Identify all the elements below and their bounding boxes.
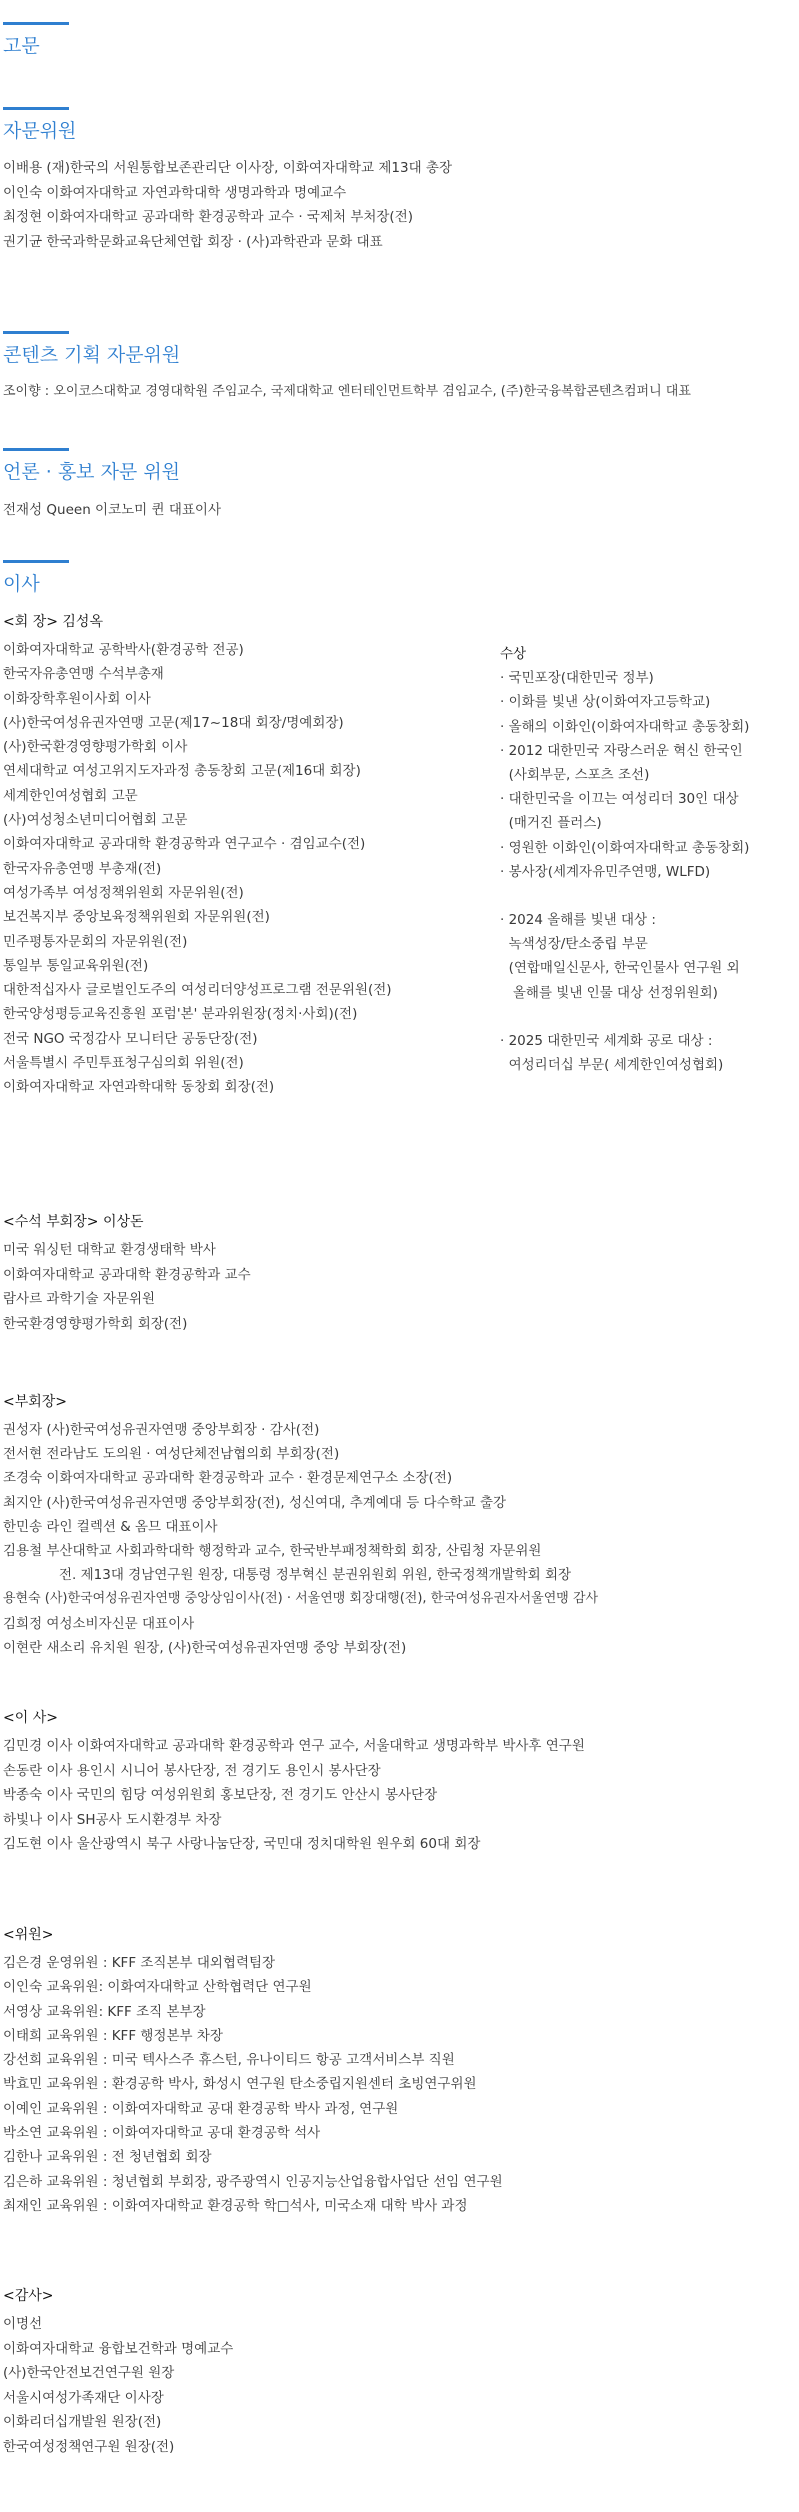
section-press	[0, 448, 799, 522]
section-accent-bar	[3, 22, 69, 25]
chairman-awards-list	[500, 642, 749, 1077]
chairman-block	[0, 610, 799, 1100]
list-item: 대한적십자사 글로벌인도주의 여성리더양성프로그램 전문위원(전)	[3, 982, 392, 999]
list-item: 이화여자대학교 공과대학 환경공학과 교수	[3, 1266, 251, 1283]
list-item: 이화여자대학교 공과대학 환경공학과 연구교수 · 겸임교수(전)	[3, 836, 366, 853]
senior-vice-heading: <수석 부회장> 이상돈	[3, 1214, 144, 1230]
senior-vice-list	[3, 1238, 799, 1336]
list-item: 권성자 (사)한국여성유권자연맹 중앙부회장 · 감사(전)	[3, 1422, 320, 1438]
vice-list	[3, 1418, 799, 1660]
list-item: 미국 워싱턴 대학교 환경생태학 박사	[3, 1242, 216, 1258]
list-item: 김민경 이사 이화여자대학교 공과대학 환경공학과 연구 교수, 서울대학교 생명과학부 박사후 연구원	[3, 1738, 585, 1754]
section-title-consulting: 자문위원	[3, 120, 77, 142]
award-item: · 2024 올해를 빛낸 대상 :	[500, 912, 656, 929]
award-spacer	[500, 1005, 749, 1029]
list-item: 통일부 통일교육위원(전)	[3, 957, 149, 974]
section-board	[0, 560, 799, 596]
award-item: · 이화를 빛낸 상(이화여자고등학교)	[500, 694, 711, 711]
list-item: 이예인 교육위원 : 이화여자대학교 공대 환경공학 박사 과정, 연구원	[3, 2100, 399, 2117]
auditor-list	[3, 2312, 799, 2459]
award-item: · 봉사장(세계자유민주연맹, WLFD)	[500, 863, 711, 880]
list-item: 조경숙 이화여자대학교 공과대학 환경공학과 교수 · 환경문제연구소 소장(전)	[3, 1470, 453, 1487]
award-item: (연합매일신문사, 한국인물사 연구원 외	[500, 960, 740, 977]
list-item: 서울특별시 주민투표청구심의회 위원(전)	[3, 1055, 244, 1072]
award-item: 올해를 빛낸 인물 대상 선정위원회)	[500, 984, 718, 1001]
list-item: 한민송 라인 컬렉션 & 옴므 대표이사	[3, 1518, 218, 1535]
list-item: 이현란 새소리 유치원 원장, (사)한국여성유권자연맹 중앙 부회장(전)	[3, 1639, 407, 1656]
list-item: 최재인 교육위원 : 이화여자대학교 환경공학 학□석사, 미국소재 대학 박사 과정	[3, 2197, 468, 2214]
list-item: (사)여성청소년미디어협회 고문	[3, 812, 188, 829]
list-item: 서울시여성가족재단 이사장	[3, 2389, 164, 2406]
list-item: 이화여자대학교 자연과학대학 동창회 회장(전)	[3, 1079, 275, 1096]
list-item: 보건복지부 중앙보육정책위원회 자문위원(전)	[3, 909, 270, 926]
list-item: 김용철 부산대학교 사회과학대학 행정학과 교수, 한국반부패정책학회 회장, 산림청 자문위원	[3, 1543, 542, 1560]
section-title-board: 이사	[3, 573, 40, 595]
list-item: 여성가족부 여성정책위원회 자문위원(전)	[3, 884, 244, 901]
list-item: 전. 제13대 경남연구원 원장, 대통령 정부혁신 분권위원회 위원, 한국정책개발학회 회장	[59, 1567, 572, 1584]
award-item: · 2025 대한민국 세계화 공로 대상 :	[500, 1032, 713, 1049]
list-item: 이인숙 이화여자대학교 자연과학대학 생명과학과 명예교수	[3, 184, 347, 201]
section-title-contents: 콘텐츠 기획 자문위원	[3, 344, 181, 366]
list-item: 김한나 교육위원 : 전 청년협회 회장	[3, 2149, 212, 2166]
list-item: 전서현 전라남도 도의원 · 여성단체전남협의회 부회장(전)	[3, 1446, 340, 1463]
list-item: 세계한인여성협회 고문	[3, 787, 138, 804]
list-item: 박소연 교육위원 : 이화여자대학교 공대 환경공학 석사	[3, 2125, 321, 2142]
list-item: 한국자유총연맹 부총재(전)	[3, 860, 162, 877]
award-item: (사회부문, 스포츠 조선)	[500, 767, 650, 784]
section-accent-bar	[3, 107, 69, 110]
awards-heading: 수상	[500, 646, 527, 662]
award-item: (매거진 플러스)	[500, 815, 602, 832]
section-consulting	[0, 107, 799, 254]
vice-block	[0, 1390, 799, 1660]
contents-list	[3, 380, 799, 404]
list-item: 이배용 (재)한국의 서원통합보존관리단 이사장, 이화여자대학교 제13대 총장	[3, 160, 452, 176]
section-contents	[0, 331, 799, 404]
members-block	[0, 1923, 799, 2218]
section-accent-bar	[3, 560, 69, 563]
list-item: 이화장학후원이사회 이사	[3, 690, 151, 707]
list-item: 한국양성평등교육진흥원 포럼'본' 분과위원장(정치·사회)(전)	[3, 1006, 358, 1023]
list-item: 김은하 교육위원 : 청년협회 부회장, 광주광역시 인공지능산업융합사업단 선임 연구원	[3, 2173, 503, 2190]
directors-heading: <이 사>	[3, 1710, 58, 1726]
members-list	[3, 1951, 799, 2218]
section-accent-bar	[3, 448, 69, 451]
list-item: 민주평통자문회의 자문위원(전)	[3, 933, 188, 950]
list-item: 김은경 운영위원 : KFF 조직본부 대외협력팀장	[3, 1955, 276, 1971]
award-item: · 2012 대한민국 자랑스러운 혁신 한국인	[500, 742, 743, 759]
list-item: 강선희 교육위원 : 미국 텍사스주 휴스턴, 유나이티드 항공 고객서비스부 직원	[3, 2052, 455, 2069]
chairman-heading: <회 장> 김성옥	[3, 614, 103, 630]
list-item: 이태희 교육위원 : KFF 행정본부 차장	[3, 2027, 223, 2044]
list-item: (사)한국여성유권자연맹 고문(제17~18대 회장/명예회장)	[3, 714, 344, 731]
list-item: 이화여자대학교 융합보건학과 명예교수	[3, 2340, 234, 2357]
award-item: 여성리더십 부문( 세계한인여성협회)	[500, 1057, 724, 1074]
list-item: (사)한국안전보건연구원 원장	[3, 2365, 175, 2381]
list-item: 한국여성정책연구원 원장(전)	[3, 2438, 175, 2455]
award-spacer	[500, 884, 749, 908]
list-item: 김도현 이사 울산광역시 북구 사랑나눔단장, 국민대 정치대학원 원우회 60대 회장	[3, 1836, 481, 1852]
list-item: 조이향 : 오이코스대학교 경영대학원 주임교수, 국제대학교 엔터테인먼트학부 겸임교수, (주)한국융복합콘텐츠컴퍼니 대표	[3, 384, 691, 399]
list-item: 박종숙 이사 국민의 힘당 여성위원회 홍보단장, 전 경기도 안산시 봉사단장	[3, 1787, 438, 1803]
list-item: 김희정 여성소비자신문 대표이사	[3, 1615, 195, 1632]
list-item: 최지안 (사)한국여성유권자연맹 중앙부회장(전), 성신여대, 추계예대 등 다수학교 출강	[3, 1494, 507, 1511]
section-title-press: 언론 · 홍보 자문 위원	[3, 461, 181, 483]
list-item: 용현숙 (사)한국여성유권자연맹 중앙상임이사(전) · 서울연맹 회장대행(전), 한국여성유권자서울연맹 감사	[3, 1591, 599, 1607]
award-item: · 대한민국을 이끄는 여성리더 30인 대상	[500, 791, 739, 808]
list-item: 한국환경영향평가학회 회장(전)	[3, 1315, 188, 1332]
list-item: 최정현 이화여자대학교 공과대학 환경공학과 교수 · 국제처 부처장(전)	[3, 209, 414, 225]
list-item: 이명선	[3, 2316, 43, 2332]
list-item: 하빛나 이사 SH공사 도시환경부 차장	[3, 1811, 222, 1828]
list-item: 손동란 이사 용인시 시니어 봉사단장, 전 경기도 용인시 봉사단장	[3, 1762, 381, 1779]
list-item: 한국자유총연맹 수석부총재	[3, 666, 164, 683]
list-item: 이화여자대학교 공학박사(환경공학 전공)	[3, 642, 244, 658]
auditor-heading: <감사>	[3, 2288, 54, 2304]
list-item: 권기균 한국과학문화교육단체연합 회장 · (사)과학관과 문화 대표	[3, 233, 383, 250]
list-item: 연세대학교 여성고위지도자과정 총동창회 고문(제16대 회장)	[3, 763, 361, 780]
directors-list	[3, 1734, 799, 1857]
consulting-list	[3, 156, 799, 254]
list-item: 전국 NGO 국정감사 모니터단 공동단장(전)	[3, 1030, 258, 1047]
list-item: 서영상 교육위원: KFF 조직 본부장	[3, 2003, 206, 2020]
list-item: 이인숙 교육위원: 이화여자대학교 산학협력단 연구원	[3, 1979, 312, 1996]
directors-block	[0, 1706, 799, 1857]
award-item: · 국민포장(대한민국 정부)	[500, 670, 654, 687]
award-item: · 영원한 이화인(이화여자대학교 총동창회)	[500, 839, 750, 856]
award-item: · 올해의 이화인(이화여자대학교 총동창회)	[500, 718, 750, 735]
senior-vice-block	[0, 1210, 799, 1336]
list-item: 박효민 교육위원 : 환경공학 박사, 화성시 연구원 탄소중립지원센터 초빙연구위원	[3, 2076, 477, 2093]
award-item: 녹색성장/탄소중립 부문	[500, 936, 648, 953]
section-advisor	[0, 22, 799, 58]
members-heading: <위원>	[3, 1927, 54, 1943]
vice-heading: <부회장>	[3, 1394, 68, 1410]
section-title-advisor: 고문	[3, 35, 40, 57]
list-item: 이화리더십개발원 원장(전)	[3, 2414, 162, 2430]
auditor-block	[0, 2284, 799, 2459]
list-item: 람사르 과학기술 자문위원	[3, 1291, 156, 1307]
list-item: (사)한국환경영향평가학회 이사	[3, 739, 188, 756]
press-list	[3, 498, 799, 522]
list-item: 전재성 Queen 이코노미 퀸 대표이사	[3, 502, 222, 518]
section-accent-bar	[3, 331, 69, 334]
